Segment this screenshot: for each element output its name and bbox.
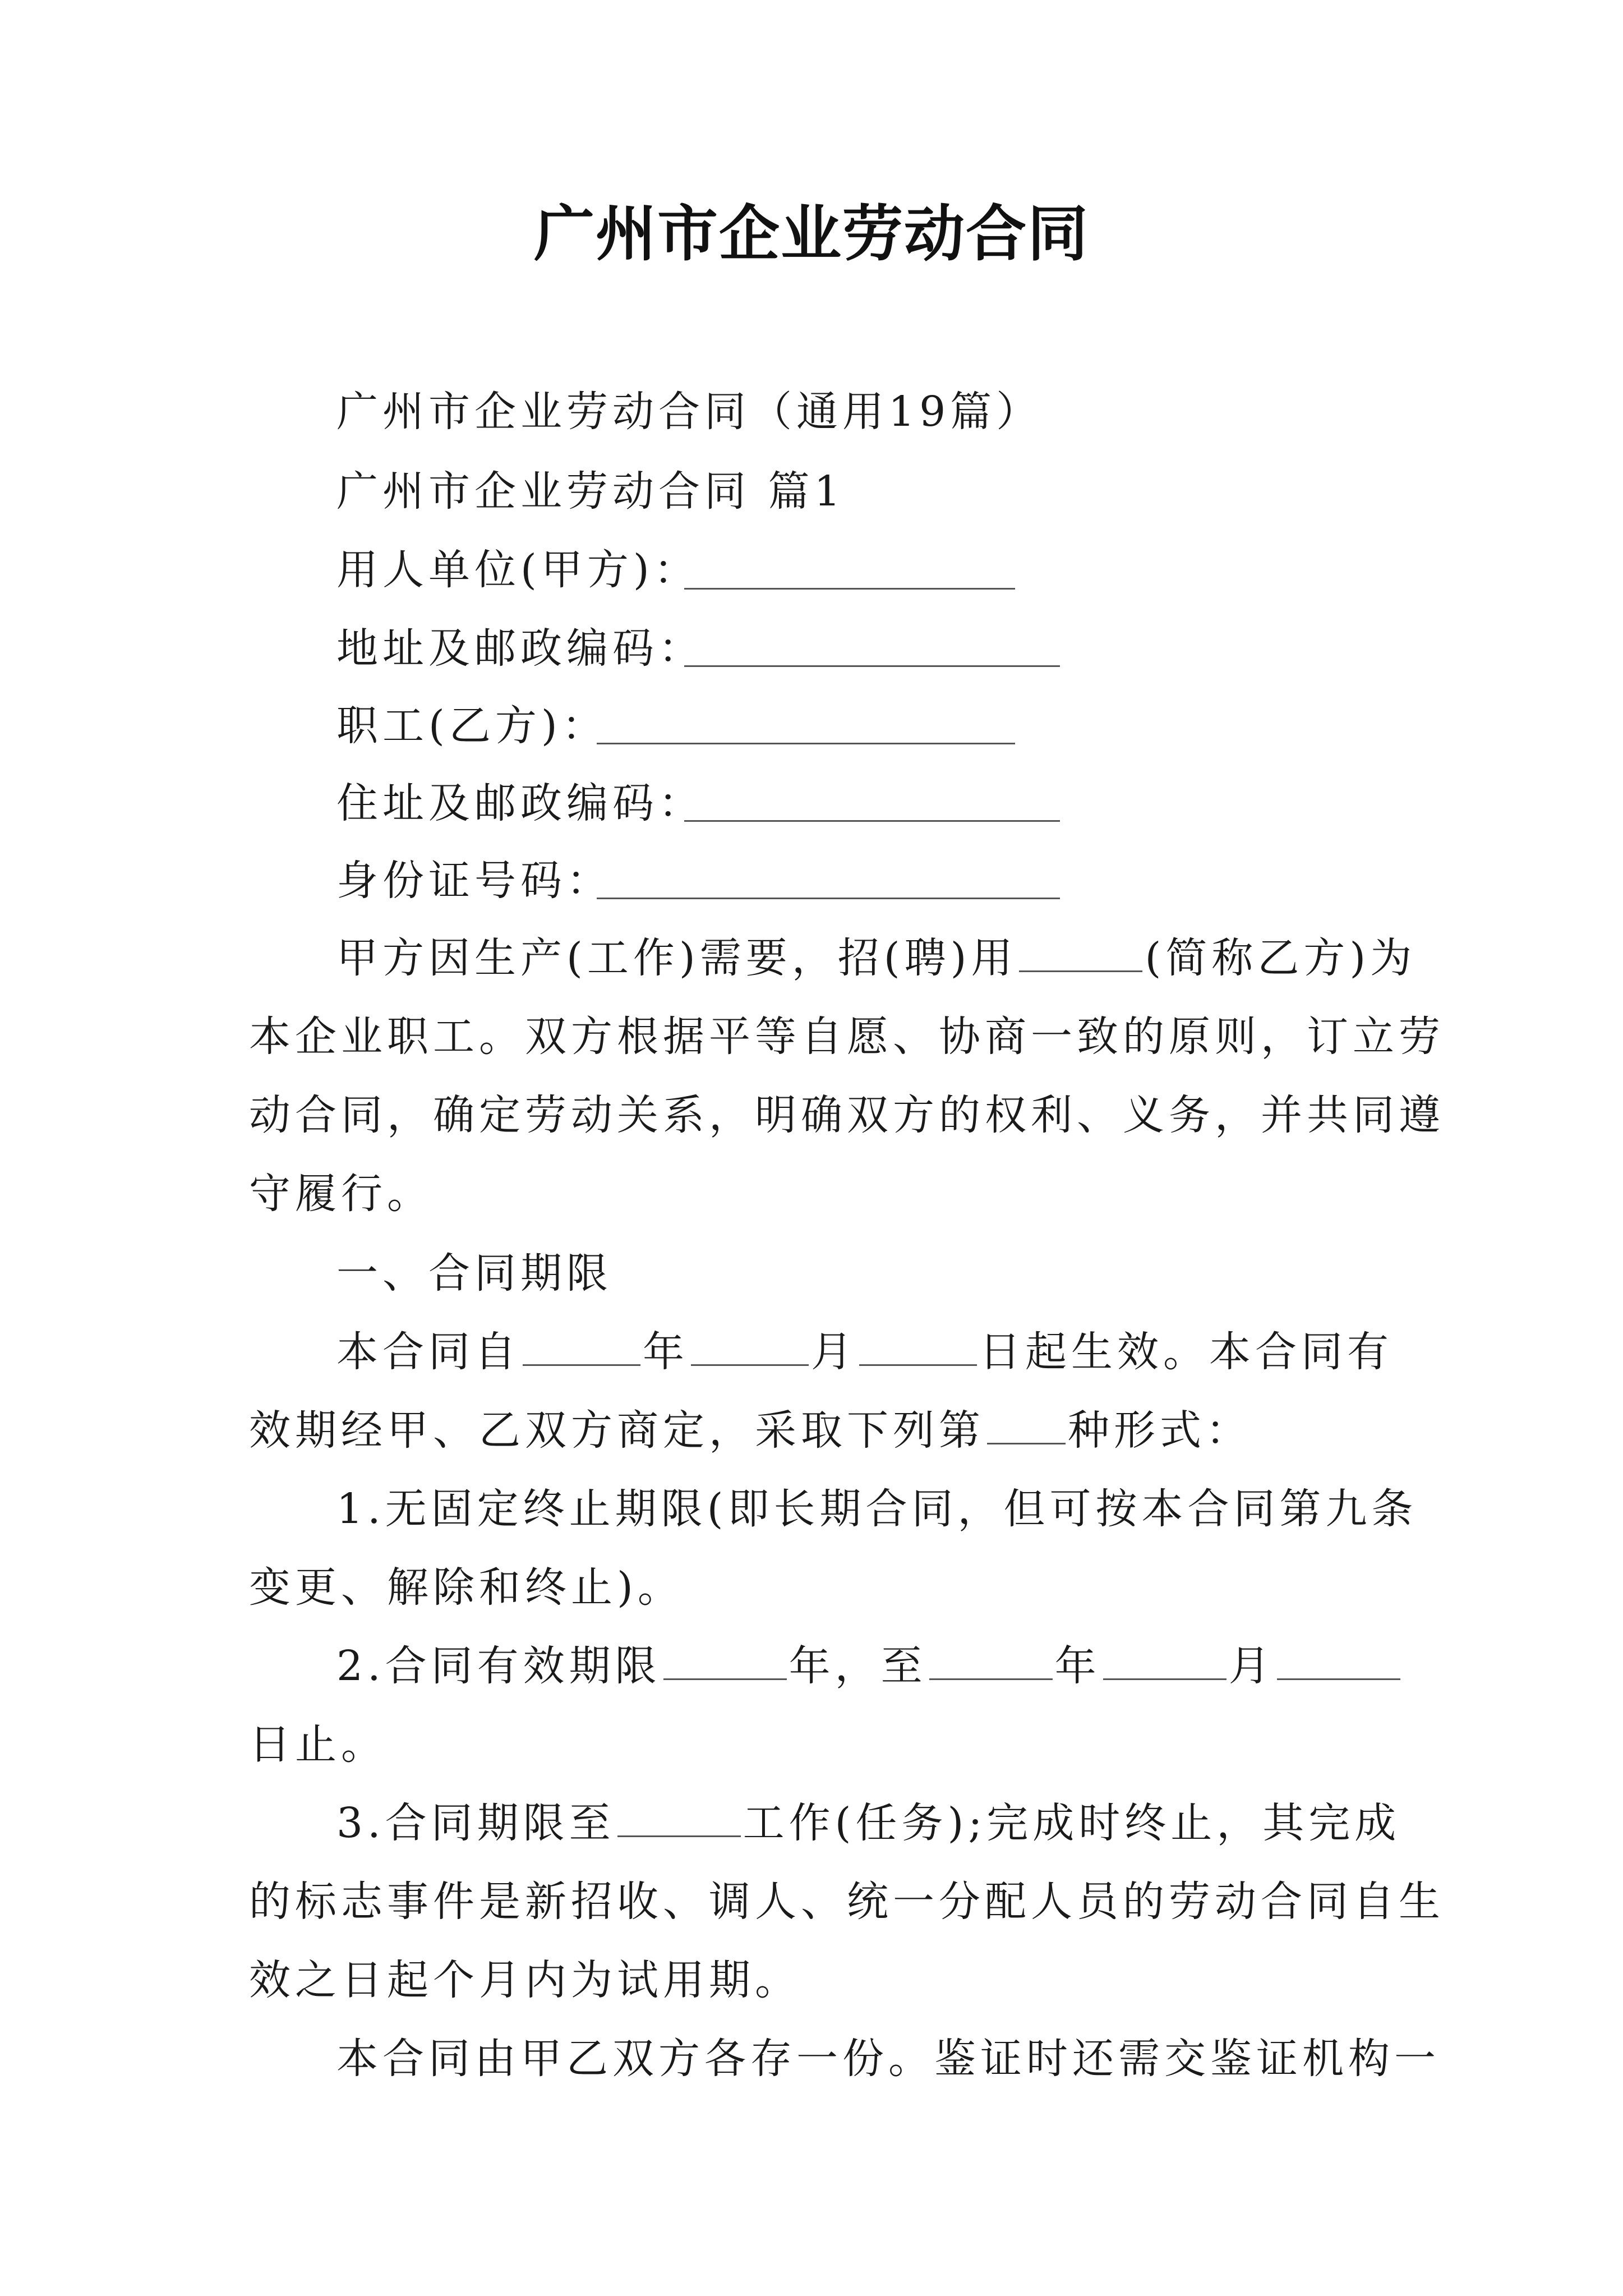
effective-from-text: 本合同自 (336, 1328, 520, 1376)
end-year-text: 年 (1054, 1642, 1101, 1690)
item-3-line-1 (336, 1796, 1400, 1850)
form-choice-blank[interactable] (987, 1406, 1066, 1444)
form-choice-text: 效期经甲、乙双方商定，采取下列第 (249, 1406, 985, 1455)
employee-input-blank[interactable] (597, 743, 1015, 744)
item-2-line-2: 日止。 (249, 1720, 387, 1769)
document-title: 广州市企业劳动合同 (533, 199, 1089, 269)
clause-1-heading: 一、合同期限 (336, 1249, 612, 1297)
employer-field (336, 543, 700, 597)
item-1-line-1: 1.无固定终止期限(即长期合同，但可按本合同第九条 (336, 1485, 1418, 1533)
employee-address-field (336, 776, 704, 830)
clause-1-p1 (336, 1325, 1393, 1379)
document-subtitle: 广州市企业劳动合同（通用19篇） (336, 388, 1043, 436)
id-number-label: 身份证号码： (336, 857, 612, 905)
employee-label: 职工(乙方)： (336, 702, 608, 750)
start-month-blank[interactable] (691, 1327, 809, 1366)
employer-address-field (336, 622, 704, 675)
task-blank[interactable] (617, 1798, 741, 1837)
end-year-blank[interactable] (929, 1641, 1053, 1680)
employer-address-label: 地址及邮政编码： (336, 624, 704, 673)
preamble-text-b: (简称乙方)为 (1145, 934, 1417, 982)
employee-address-input-blank[interactable] (684, 820, 1060, 822)
term-until-text: 年，至 (789, 1642, 927, 1690)
item-3-line-2: 的标志事件是新招收、调人、统一分配人员的劳动合同自生 (249, 1878, 1445, 1926)
id-number-field (336, 854, 612, 908)
effective-text: 日起生效。本合同有 (979, 1328, 1393, 1376)
end-day-blank[interactable] (1277, 1641, 1400, 1680)
preamble-line-1 (336, 931, 1416, 985)
year-text: 年 (643, 1328, 689, 1376)
copies-line: 本合同由甲乙双方各存一份。鉴证时还需交鉴证机构一 (336, 2035, 1440, 2083)
term-years-blank[interactable] (663, 1641, 787, 1680)
task-complete-text: 工作(任务);完成时终止，其完成 (743, 1799, 1401, 1847)
item-3-line-3: 效之日起个月内为试用期。 (249, 1956, 801, 2004)
term-text: 2.合同有效期限 (336, 1642, 661, 1690)
start-day-blank[interactable] (859, 1327, 977, 1366)
employee-field (336, 699, 608, 753)
employee-address-label: 住址及邮政编码： (336, 779, 704, 827)
end-month-blank[interactable] (1103, 1641, 1227, 1680)
id-number-input-blank[interactable] (597, 898, 1060, 899)
preamble-line-4: 守履行。 (249, 1170, 433, 1218)
preamble-line-3: 动合同，确定劳动关系，明确双方的权利、义务，并共同遵 (249, 1091, 1445, 1139)
form-choice-suffix: 种形式： (1068, 1406, 1252, 1455)
section-heading: 广州市企业劳动合同 篇1 (336, 467, 845, 516)
preamble-text-a: 甲方因生产(工作)需要，招(聘)用 (336, 934, 1017, 982)
employee-name-blank[interactable] (1019, 933, 1142, 972)
item-2-line-1 (336, 1639, 1403, 1693)
clause-1-p2 (249, 1404, 1252, 1457)
start-year-blank[interactable] (523, 1327, 640, 1366)
employer-input-blank[interactable] (684, 588, 1015, 590)
task-term-text: 3.合同期限至 (336, 1799, 615, 1847)
end-month-text: 月 (1228, 1642, 1275, 1690)
preamble-line-2: 本企业职工。双方根据平等自愿、协商一致的原则，订立劳 (249, 1013, 1445, 1061)
item-1-line-2: 变更、解除和终止)。 (249, 1563, 684, 1612)
employer-address-input-blank[interactable] (684, 665, 1060, 667)
month-text: 月 (811, 1328, 857, 1376)
employer-label: 用人单位(甲方)： (336, 546, 700, 594)
